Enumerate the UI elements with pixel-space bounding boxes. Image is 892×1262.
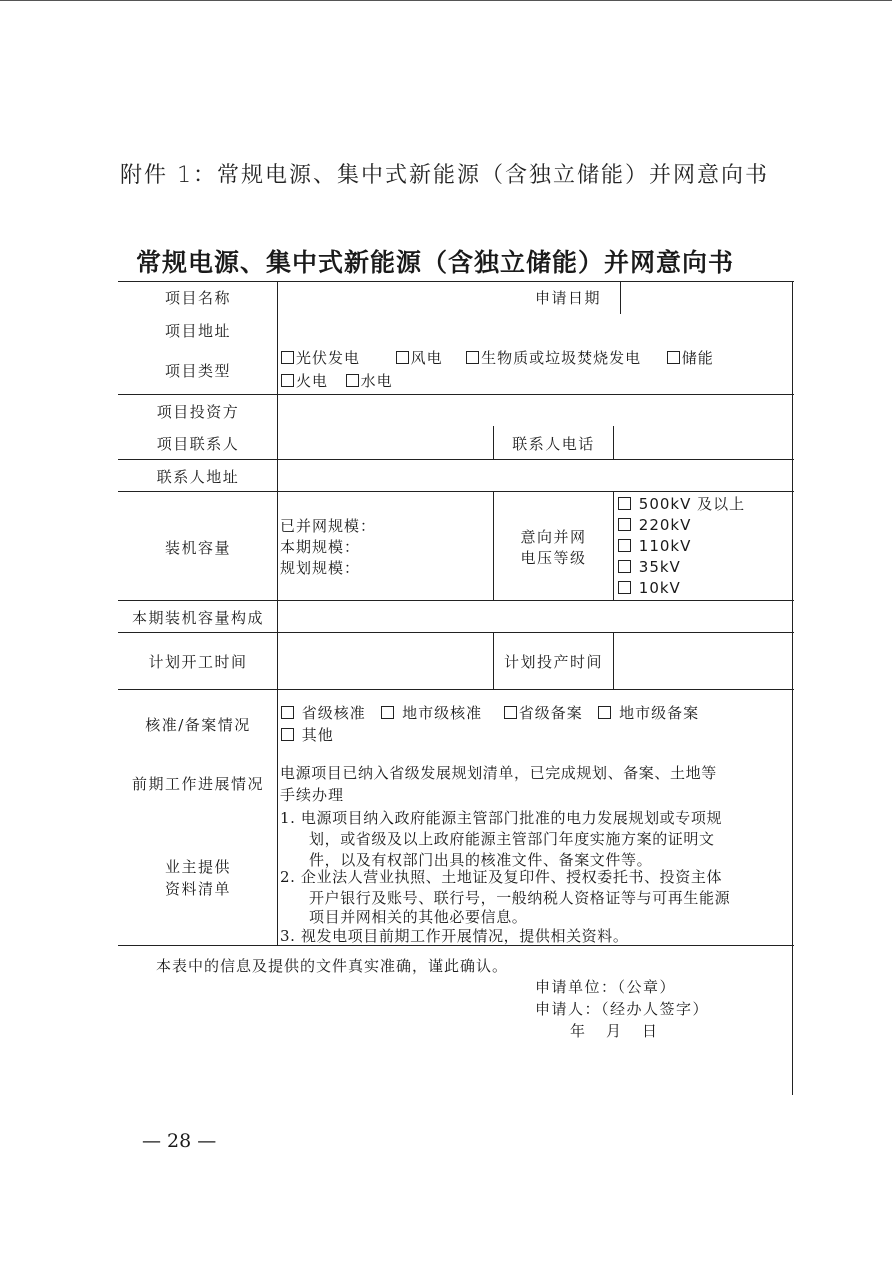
materials-item-2-line-1: 2. 企业法人营业执照、土地证及复印件、授权委托书、投资主体 bbox=[280, 868, 723, 886]
contact-address-label: 联系人地址 bbox=[156, 468, 240, 486]
operation-time-label: 计划投产时间 bbox=[503, 653, 603, 671]
checkbox[interactable] bbox=[618, 560, 631, 573]
approval-options-2 bbox=[281, 725, 334, 746]
voltage-option-label: 110kV bbox=[638, 537, 692, 555]
checkbox[interactable] bbox=[618, 497, 631, 510]
materials-item-2-line-3: 项目并网相关的其他必要信息。 bbox=[309, 908, 528, 926]
contact-phone-label: 联系人电话 bbox=[512, 435, 595, 453]
progress-label: 前期工作进展情况 bbox=[131, 775, 264, 793]
voltage-label-2: 电压等级 bbox=[520, 549, 587, 567]
apply-date-label: 申请日期 bbox=[534, 289, 601, 307]
capacity-planned: 规划规模： bbox=[280, 559, 361, 577]
checkbox[interactable] bbox=[281, 728, 294, 741]
materials-label-2: 资料清单 bbox=[164, 880, 231, 898]
checkbox[interactable] bbox=[667, 351, 680, 364]
project-type-options bbox=[281, 348, 714, 369]
capacity-existing: 已并网规模： bbox=[280, 517, 377, 535]
voltage-option-label: 10kV bbox=[638, 579, 681, 597]
checkbox[interactable] bbox=[396, 351, 409, 364]
materials-item-1-line-3: 件，以及有权部门出具的核准文件、备案文件等。 bbox=[309, 851, 653, 869]
checkbox[interactable] bbox=[281, 351, 294, 364]
materials-item-3: 3. 视发电项目前期工作开展情况，提供相关资料。 bbox=[280, 927, 629, 945]
project-type-label: 项目类型 bbox=[164, 362, 231, 380]
type-option: 光伏发电 bbox=[296, 349, 361, 367]
voltage-label-1: 意向并网 bbox=[520, 528, 587, 546]
project-name-label: 项目名称 bbox=[164, 289, 231, 307]
form-title: 常规电源、集中式新能源（含独立储能）并网意向书 bbox=[136, 248, 735, 277]
approval-option: 地市级核准 bbox=[402, 704, 483, 722]
materials-item-2-line-2: 开户银行及账号、联行号，一般纳税人资格证等与可再生能源 bbox=[309, 889, 731, 907]
checkbox[interactable] bbox=[281, 374, 294, 387]
checkbox[interactable] bbox=[598, 706, 611, 719]
declaration-text: 本表中的信息及提供的文件真实准确，谨此确认。 bbox=[156, 957, 509, 975]
materials-item-1-line-2: 划，或省级及以上政府能源主管部门年度实施方案的证明文 bbox=[309, 830, 715, 848]
approval-option: 省级核准 bbox=[301, 704, 366, 722]
signature-date: 年 月 日 bbox=[570, 1022, 661, 1040]
type-option: 水电 bbox=[360, 372, 393, 390]
approval-label: 核准/备案情况 bbox=[145, 716, 251, 734]
materials-label-1: 业主提供 bbox=[164, 858, 231, 876]
approval-option: 其他 bbox=[301, 726, 334, 744]
capacity-current: 本期规模： bbox=[280, 538, 361, 556]
checkbox[interactable] bbox=[381, 706, 394, 719]
voltage-option bbox=[618, 557, 681, 578]
checkbox[interactable] bbox=[504, 706, 517, 719]
voltage-option bbox=[618, 578, 681, 599]
checkbox[interactable] bbox=[466, 351, 479, 364]
checkbox[interactable] bbox=[346, 374, 359, 387]
contact-label: 项目联系人 bbox=[156, 435, 240, 453]
investor-label: 项目投资方 bbox=[156, 403, 240, 421]
page-number: — 28 — bbox=[142, 1130, 217, 1152]
type-option: 生物质或垃圾焚烧发电 bbox=[481, 349, 642, 367]
type-option: 火电 bbox=[296, 372, 329, 390]
capacity-label: 装机容量 bbox=[164, 539, 231, 557]
attachment-heading: 附件 1：常规电源、集中式新能源（含独立储能）并网意向书 bbox=[120, 163, 769, 188]
voltage-option bbox=[618, 515, 691, 536]
checkbox[interactable] bbox=[618, 518, 631, 531]
checkbox[interactable] bbox=[618, 539, 631, 552]
approval-option: 地市级备案 bbox=[619, 704, 700, 722]
checkbox[interactable] bbox=[618, 581, 631, 594]
start-time-label: 计划开工时间 bbox=[148, 653, 248, 671]
top-border bbox=[0, 0, 892, 1]
voltage-option bbox=[618, 536, 691, 557]
materials-item-1-line-1: 1. 电源项目纳入政府能源主管部门批准的电力发展规划或专项规 bbox=[280, 809, 723, 827]
approval-option: 省级备案 bbox=[518, 704, 583, 722]
project-address-label: 项目地址 bbox=[164, 322, 231, 340]
voltage-option-label: 35kV bbox=[638, 558, 681, 576]
voltage-option bbox=[618, 494, 745, 515]
composition-label: 本期装机容量构成 bbox=[131, 609, 264, 627]
voltage-option-label: 500kV 及以上 bbox=[638, 495, 746, 513]
progress-text-line-1: 电源项目已纳入省级发展规划清单，已完成规划、备案、土地等 bbox=[280, 764, 717, 782]
type-option: 风电 bbox=[410, 349, 443, 367]
checkbox[interactable] bbox=[281, 706, 294, 719]
project-type-options-2 bbox=[281, 371, 393, 392]
voltage-option-label: 220kV bbox=[638, 516, 692, 534]
approval-options bbox=[281, 703, 699, 724]
type-option: 储能 bbox=[681, 349, 714, 367]
applicant-person: 申请人：（经办人签字） bbox=[535, 1000, 710, 1018]
applicant-unit: 申请单位：（公章） bbox=[535, 978, 677, 996]
progress-text-line-2: 手续办理 bbox=[280, 786, 345, 804]
